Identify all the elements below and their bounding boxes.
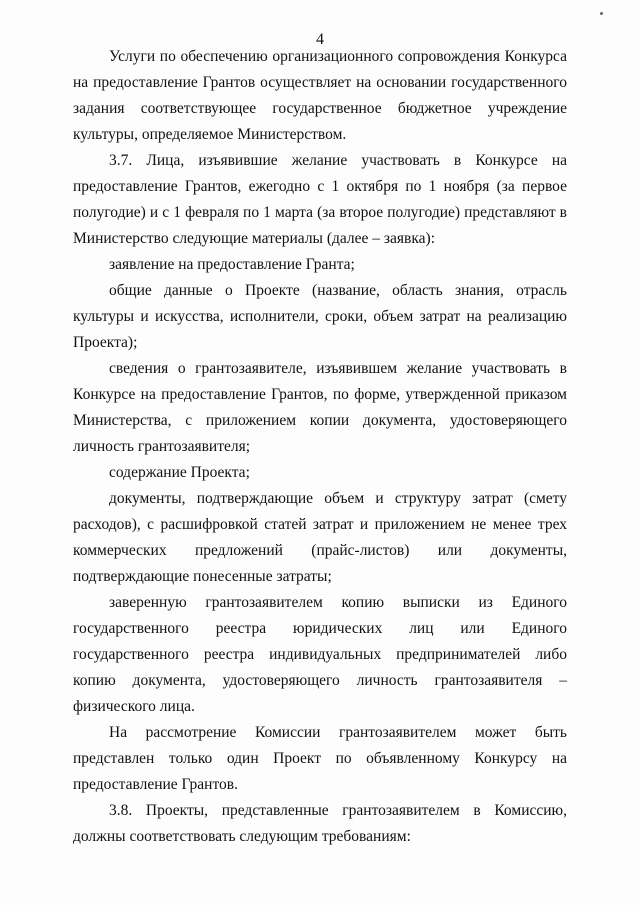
list-item-application: заявление на предоставление Гранта; (109, 256, 355, 273)
document-body (73, 44, 567, 850)
paragraph-one-project: На рассмотрение Комиссии грантозаявителем может быть представлен только один Проект по объявленному Конкурсу на предоставление Грантов. (73, 724, 567, 793)
scan-speck (600, 12, 603, 15)
list-item-cost-documents: документы, подтверждающие объем и структуру затрат (смету расходов), с расшифровкой статей затрат и приложением не менее трех коммерческих предложений (прайс-листов) или документы, подтверждающие понесенные затраты; (73, 490, 567, 585)
list-item-applicant-info: сведения о грантозаявителе, изъявившем желание участвовать в Конкурсе на предоставление Грантов, по форме, утвержденной приказом Министерства, с приложением копии документа, удостоверяющего личность грантозаявителя; (73, 360, 567, 455)
paragraph-services: Услуги по обеспечению организационного сопровождения Конкурса на предоставление Грантов осуществляет на основании государственного задания соответствующее государственное бюджетное учреждение культуры, определяемое Министерством. (73, 48, 567, 143)
paragraph-3-7: 3.7. Лица, изъявившие желание участвовать в Конкурсе на предоставление Грантов, ежегодно с 1 октября по 1 ноября (за первое полугодие) и с 1 февраля по 1 марта (за второе полугодие) представляют в Министерство следующие материалы (далее – заявка): (73, 152, 567, 247)
list-item-project-content: содержание Проекта; (109, 464, 250, 481)
paragraph-3-8: 3.8. Проекты, представленные грантозаявителем в Комиссию, должны соответствовать следующим требованиям: (73, 802, 567, 845)
page-number: 4 (316, 31, 324, 48)
list-item-project-general-data: общие данные о Проекте (название, область знания, отрасль культуры и искусства, исполнители, сроки, объем затрат на реализацию Проекта); (73, 282, 567, 351)
list-item-registry-extract: заверенную грантозаявителем копию выписки из Единого государственного реестра юридических лиц или Единого государственного реестра индивидуальных предпринимателей либо копию документа, удостоверяющего личность грантозаявителя – физического лица. (73, 594, 567, 715)
